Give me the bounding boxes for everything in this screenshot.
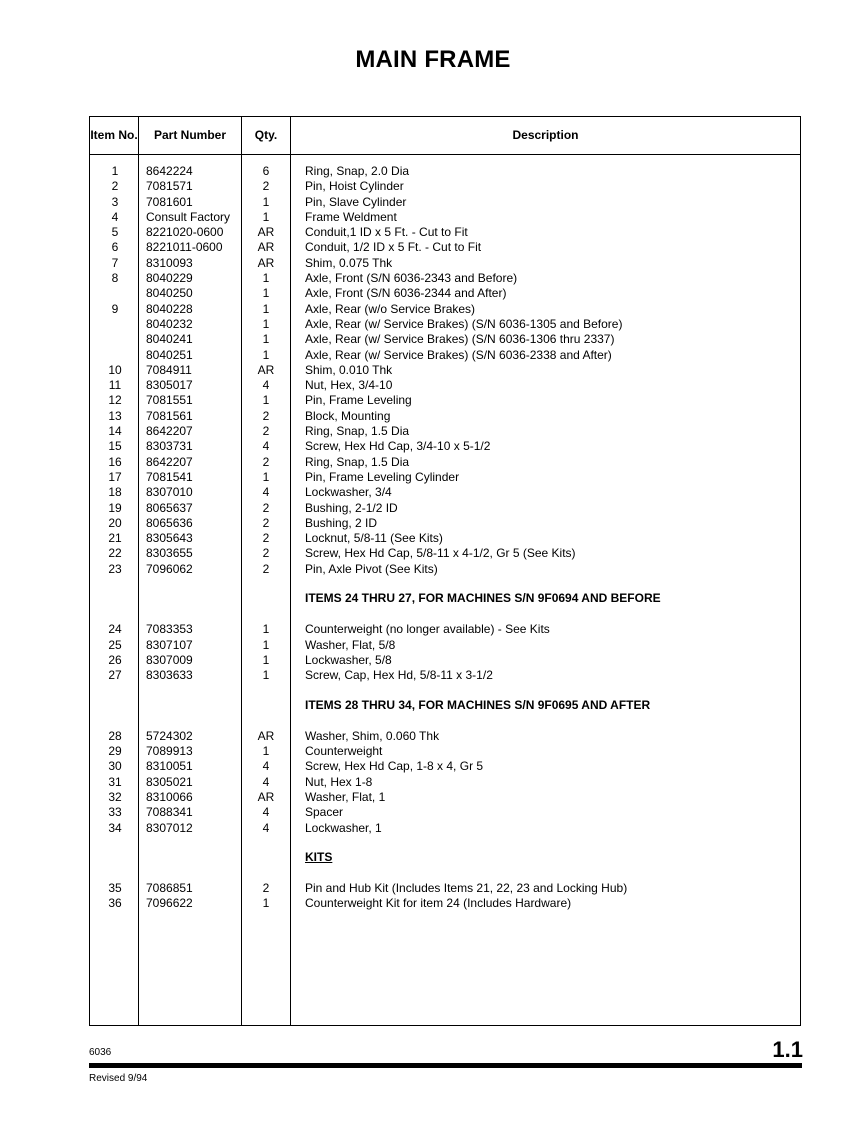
quantity: 2 <box>262 561 270 576</box>
quantity: 2 <box>262 408 270 423</box>
header-divider <box>90 154 800 155</box>
section-heading: ITEMS 24 THRU 27, FOR MACHINES S/N 9F0694 AND BEFORE <box>305 591 661 606</box>
description: Pin, Hoist Cylinder <box>305 179 404 194</box>
table-row <box>90 896 800 911</box>
part-number: 8065637 <box>146 500 193 515</box>
quantity: 1 <box>262 301 270 316</box>
quantity: 1 <box>262 271 270 286</box>
quantity: 2 <box>262 500 270 515</box>
quantity: 1 <box>262 896 270 911</box>
table-row <box>90 317 800 332</box>
part-number: 8303731 <box>146 439 193 454</box>
quantity: 2 <box>262 531 270 546</box>
description: Pin, Slave Cylinder <box>305 194 407 209</box>
description: Ring, Snap, 1.5 Dia <box>305 424 410 439</box>
table-row <box>90 546 800 561</box>
quantity: 2 <box>262 881 270 896</box>
table-row <box>90 455 800 470</box>
table-row <box>90 744 800 759</box>
section-heading-kits: KITS <box>305 849 333 864</box>
description: Spacer <box>305 805 344 820</box>
part-number: 8305643 <box>146 531 193 546</box>
table-row <box>90 516 800 531</box>
quantity: 4 <box>262 378 270 393</box>
part-number: 7081601 <box>146 194 193 209</box>
description: Pin, Frame Leveling Cylinder <box>305 469 460 484</box>
part-number: 8040251 <box>146 347 193 362</box>
quantity: 1 <box>262 668 270 683</box>
table-row <box>90 501 800 516</box>
table-row <box>90 668 800 683</box>
quantity: 6 <box>262 164 270 178</box>
quantity: 1 <box>262 744 270 759</box>
table-row <box>90 332 800 347</box>
table-row <box>90 470 800 485</box>
part-number: 8040250 <box>146 286 193 301</box>
description: Block, Mounting <box>305 408 391 423</box>
quantity: 1 <box>262 469 270 484</box>
section-heading: ITEMS 28 THRU 34, FOR MACHINES S/N 9F0695 AND AFTER <box>305 697 651 712</box>
description: Screw, Hex Hd Cap, 3/4-10 x 5-1/2 <box>305 439 491 454</box>
description: Axle, Front (S/N 6036-2344 and After) <box>305 286 507 301</box>
table-row <box>90 225 800 240</box>
item-no: 20 <box>108 515 122 530</box>
table-row <box>90 424 800 439</box>
quantity: 4 <box>262 805 270 820</box>
quantity: 4 <box>262 774 270 789</box>
table-row <box>90 409 800 424</box>
row-group <box>90 729 800 836</box>
item-no: 23 <box>108 561 122 576</box>
table-row <box>90 286 800 301</box>
table-row <box>90 759 800 774</box>
table-row <box>90 562 800 577</box>
item-no: 28 <box>108 728 122 743</box>
table-row <box>90 531 800 546</box>
item-no: 12 <box>108 393 122 408</box>
footer-rule <box>89 1063 802 1068</box>
quantity: 1 <box>262 209 270 224</box>
part-number: 7081541 <box>146 469 193 484</box>
item-no: 9 <box>111 301 119 316</box>
table-row <box>90 775 800 790</box>
part-number: 8642207 <box>146 424 193 439</box>
part-number: 8307107 <box>146 637 193 652</box>
quantity: AR <box>257 728 275 743</box>
item-no: 6 <box>111 240 119 255</box>
table-row <box>90 179 800 194</box>
item-no: 4 <box>111 209 119 224</box>
item-no: 31 <box>108 774 122 789</box>
item-no: 34 <box>108 820 122 835</box>
header-part-number: Part Number <box>153 128 227 142</box>
description: Pin, Frame Leveling <box>305 393 412 408</box>
quantity: 4 <box>262 485 270 500</box>
table-row <box>90 302 800 317</box>
part-number: 8305017 <box>146 378 193 393</box>
description: Counterweight (no longer available) - See Kits <box>305 622 550 637</box>
table-row <box>90 271 800 286</box>
row-group <box>90 881 800 912</box>
description: Ring, Snap, 1.5 Dia <box>305 454 410 469</box>
quantity: 4 <box>262 759 270 774</box>
item-no: 32 <box>108 789 122 804</box>
part-number: 7083353 <box>146 622 193 637</box>
quantity: 1 <box>262 347 270 362</box>
part-number: 7081571 <box>146 179 193 194</box>
quantity: 4 <box>262 439 270 454</box>
description: Frame Weldment <box>305 209 397 224</box>
item-no: 1 <box>111 164 119 178</box>
description: Axle, Rear (w/o Service Brakes) <box>305 301 476 316</box>
description: Bushing, 2-1/2 ID <box>305 500 398 515</box>
quantity: 2 <box>262 179 270 194</box>
model-number: 6036 <box>89 1047 112 1058</box>
part-number: 7084911 <box>146 362 192 377</box>
quantity: AR <box>257 789 275 804</box>
description: Lockwasher, 1 <box>305 820 382 835</box>
description: Axle, Rear (w/ Service Brakes) (S/N 6036-2338 and After) <box>305 347 612 362</box>
quantity: AR <box>257 255 275 270</box>
part-number: 8307009 <box>146 652 193 667</box>
description: Bushing, 2 ID <box>305 515 378 530</box>
part-number: 8040229 <box>146 271 193 286</box>
part-number: 7081561 <box>146 408 193 423</box>
item-no: 22 <box>108 546 122 561</box>
description: Screw, Cap, Hex Hd, 5/8-11 x 3-1/2 <box>305 668 493 683</box>
description: Screw, Hex Hd Cap, 5/8-11 x 4-1/2, Gr 5 (See Kits) <box>305 546 576 561</box>
description: Counterweight <box>305 744 383 759</box>
revision-note: Revised 9/94 <box>89 1073 148 1084</box>
item-no: 27 <box>108 668 122 683</box>
quantity: AR <box>257 225 275 240</box>
item-no: 25 <box>108 637 122 652</box>
table-row <box>90 210 800 225</box>
part-number: 8305021 <box>146 774 193 789</box>
quantity: 4 <box>262 820 270 835</box>
table-row <box>90 393 800 408</box>
part-number: 8040228 <box>146 301 193 316</box>
description: Shim, 0.010 Thk <box>305 362 393 377</box>
row-group <box>90 164 800 577</box>
table-row <box>90 256 800 271</box>
item-no: 35 <box>108 881 122 896</box>
quantity: 2 <box>262 424 270 439</box>
item-no: 24 <box>108 622 122 637</box>
part-number: 7081551 <box>146 393 193 408</box>
item-no: 3 <box>111 194 119 209</box>
part-number: 8307012 <box>146 820 193 835</box>
table-row <box>90 729 800 744</box>
description: Shim, 0.075 Thk <box>305 255 393 270</box>
quantity: 2 <box>262 454 270 469</box>
table-row <box>90 622 800 637</box>
part-number: 8040241 <box>146 332 193 347</box>
table-row <box>90 240 800 255</box>
part-number: Consult Factory <box>146 209 231 224</box>
header-description: Description <box>512 128 579 142</box>
item-no: 2 <box>111 179 119 194</box>
quantity: 1 <box>262 622 270 637</box>
item-no: 8 <box>111 271 119 286</box>
table-row <box>90 363 800 378</box>
item-no: 14 <box>108 424 122 439</box>
row-group <box>90 622 800 683</box>
table-row <box>90 821 800 836</box>
quantity: 2 <box>262 546 270 561</box>
item-no: 11 <box>108 378 122 393</box>
table-row <box>90 439 800 454</box>
item-no: 5 <box>111 225 119 240</box>
part-number: 8307010 <box>146 485 193 500</box>
item-no: 17 <box>108 469 122 484</box>
item-no: 10 <box>108 362 122 377</box>
item-no: 29 <box>108 744 122 759</box>
table-body <box>90 164 800 912</box>
item-no: 30 <box>108 759 122 774</box>
part-number: 8642207 <box>146 454 193 469</box>
page-number: 1.1 <box>772 1037 803 1062</box>
item-no: 26 <box>108 652 122 667</box>
description: Nut, Hex, 3/4-10 <box>305 378 393 393</box>
table-row <box>90 164 800 179</box>
part-number: 7089913 <box>146 744 193 759</box>
header-qty: Qty. <box>254 128 278 142</box>
item-no: 18 <box>108 485 122 500</box>
quantity: 1 <box>262 286 270 301</box>
quantity: 1 <box>262 194 270 209</box>
description: Conduit,1 ID x 5 Ft. - Cut to Fit <box>305 225 468 240</box>
description: Axle, Rear (w/ Service Brakes) (S/N 6036-1306 thru 2337) <box>305 332 615 347</box>
description: Lockwasher, 5/8 <box>305 652 392 667</box>
table-row <box>90 653 800 668</box>
description: Screw, Hex Hd Cap, 1-8 x 4, Gr 5 <box>305 759 484 774</box>
table-row <box>90 378 800 393</box>
quantity: 1 <box>262 332 270 347</box>
item-no: 15 <box>108 439 122 454</box>
header-item-no: Item No. <box>90 128 138 142</box>
quantity: 1 <box>262 637 270 652</box>
description: Pin, Axle Pivot (See Kits) <box>305 561 438 576</box>
item-no: 36 <box>108 896 122 911</box>
table-row <box>90 638 800 653</box>
table-row <box>90 348 800 363</box>
quantity: 1 <box>262 652 270 667</box>
item-no: 16 <box>108 454 122 469</box>
part-number: 7088341 <box>146 805 193 820</box>
description: Nut, Hex 1-8 <box>305 774 373 789</box>
table-row <box>90 881 800 896</box>
description: Pin and Hub Kit (Includes Items 21, 22, 23 and Locking Hub) <box>305 881 628 896</box>
description: Axle, Front (S/N 6036-2343 and Before) <box>305 271 518 286</box>
page-title: MAIN FRAME <box>355 46 511 73</box>
description: Axle, Rear (w/ Service Brakes) (S/N 6036-1305 and Before) <box>305 316 623 331</box>
table-row <box>90 195 800 210</box>
part-number: 7086851 <box>146 881 193 896</box>
parts-table <box>89 116 801 1026</box>
quantity: AR <box>257 362 275 377</box>
table-row <box>90 485 800 500</box>
description: Counterweight Kit for item 24 (Includes Hardware) <box>305 896 572 911</box>
description: Lockwasher, 3/4 <box>305 485 392 500</box>
description: Washer, Flat, 5/8 <box>305 637 396 652</box>
part-number: 8303655 <box>146 546 193 561</box>
table-row <box>90 805 800 820</box>
part-number: 8310066 <box>146 789 193 804</box>
item-no: 19 <box>108 500 122 515</box>
part-number: 8303633 <box>146 668 193 683</box>
part-number: 8310051 <box>146 759 193 774</box>
part-number: 8221020-0600 <box>146 225 224 240</box>
description: Conduit, 1/2 ID x 5 Ft. - Cut to Fit <box>305 240 482 255</box>
item-no: 7 <box>111 255 119 270</box>
part-number: 5724302 <box>146 728 193 743</box>
description: Ring, Snap, 2.0 Dia <box>305 164 410 178</box>
quantity: 1 <box>262 393 270 408</box>
part-number: 8221011-0600 <box>146 240 223 255</box>
quantity: 2 <box>262 515 270 530</box>
quantity: 1 <box>262 316 270 331</box>
quantity: AR <box>257 240 275 255</box>
part-number: 7096622 <box>146 896 193 911</box>
part-number: 8040232 <box>146 316 193 331</box>
item-no: 33 <box>108 805 122 820</box>
part-number: 7096062 <box>146 561 193 576</box>
part-number: 8065636 <box>146 515 193 530</box>
item-no: 13 <box>108 408 122 423</box>
description: Locknut, 5/8-11 (See Kits) <box>305 531 443 546</box>
description: Washer, Shim, 0.060 Thk <box>305 728 440 743</box>
part-number: 8642224 <box>146 164 193 178</box>
description: Washer, Flat, 1 <box>305 789 386 804</box>
item-no: 21 <box>108 531 122 546</box>
part-number: 8310093 <box>146 255 193 270</box>
table-row <box>90 790 800 805</box>
